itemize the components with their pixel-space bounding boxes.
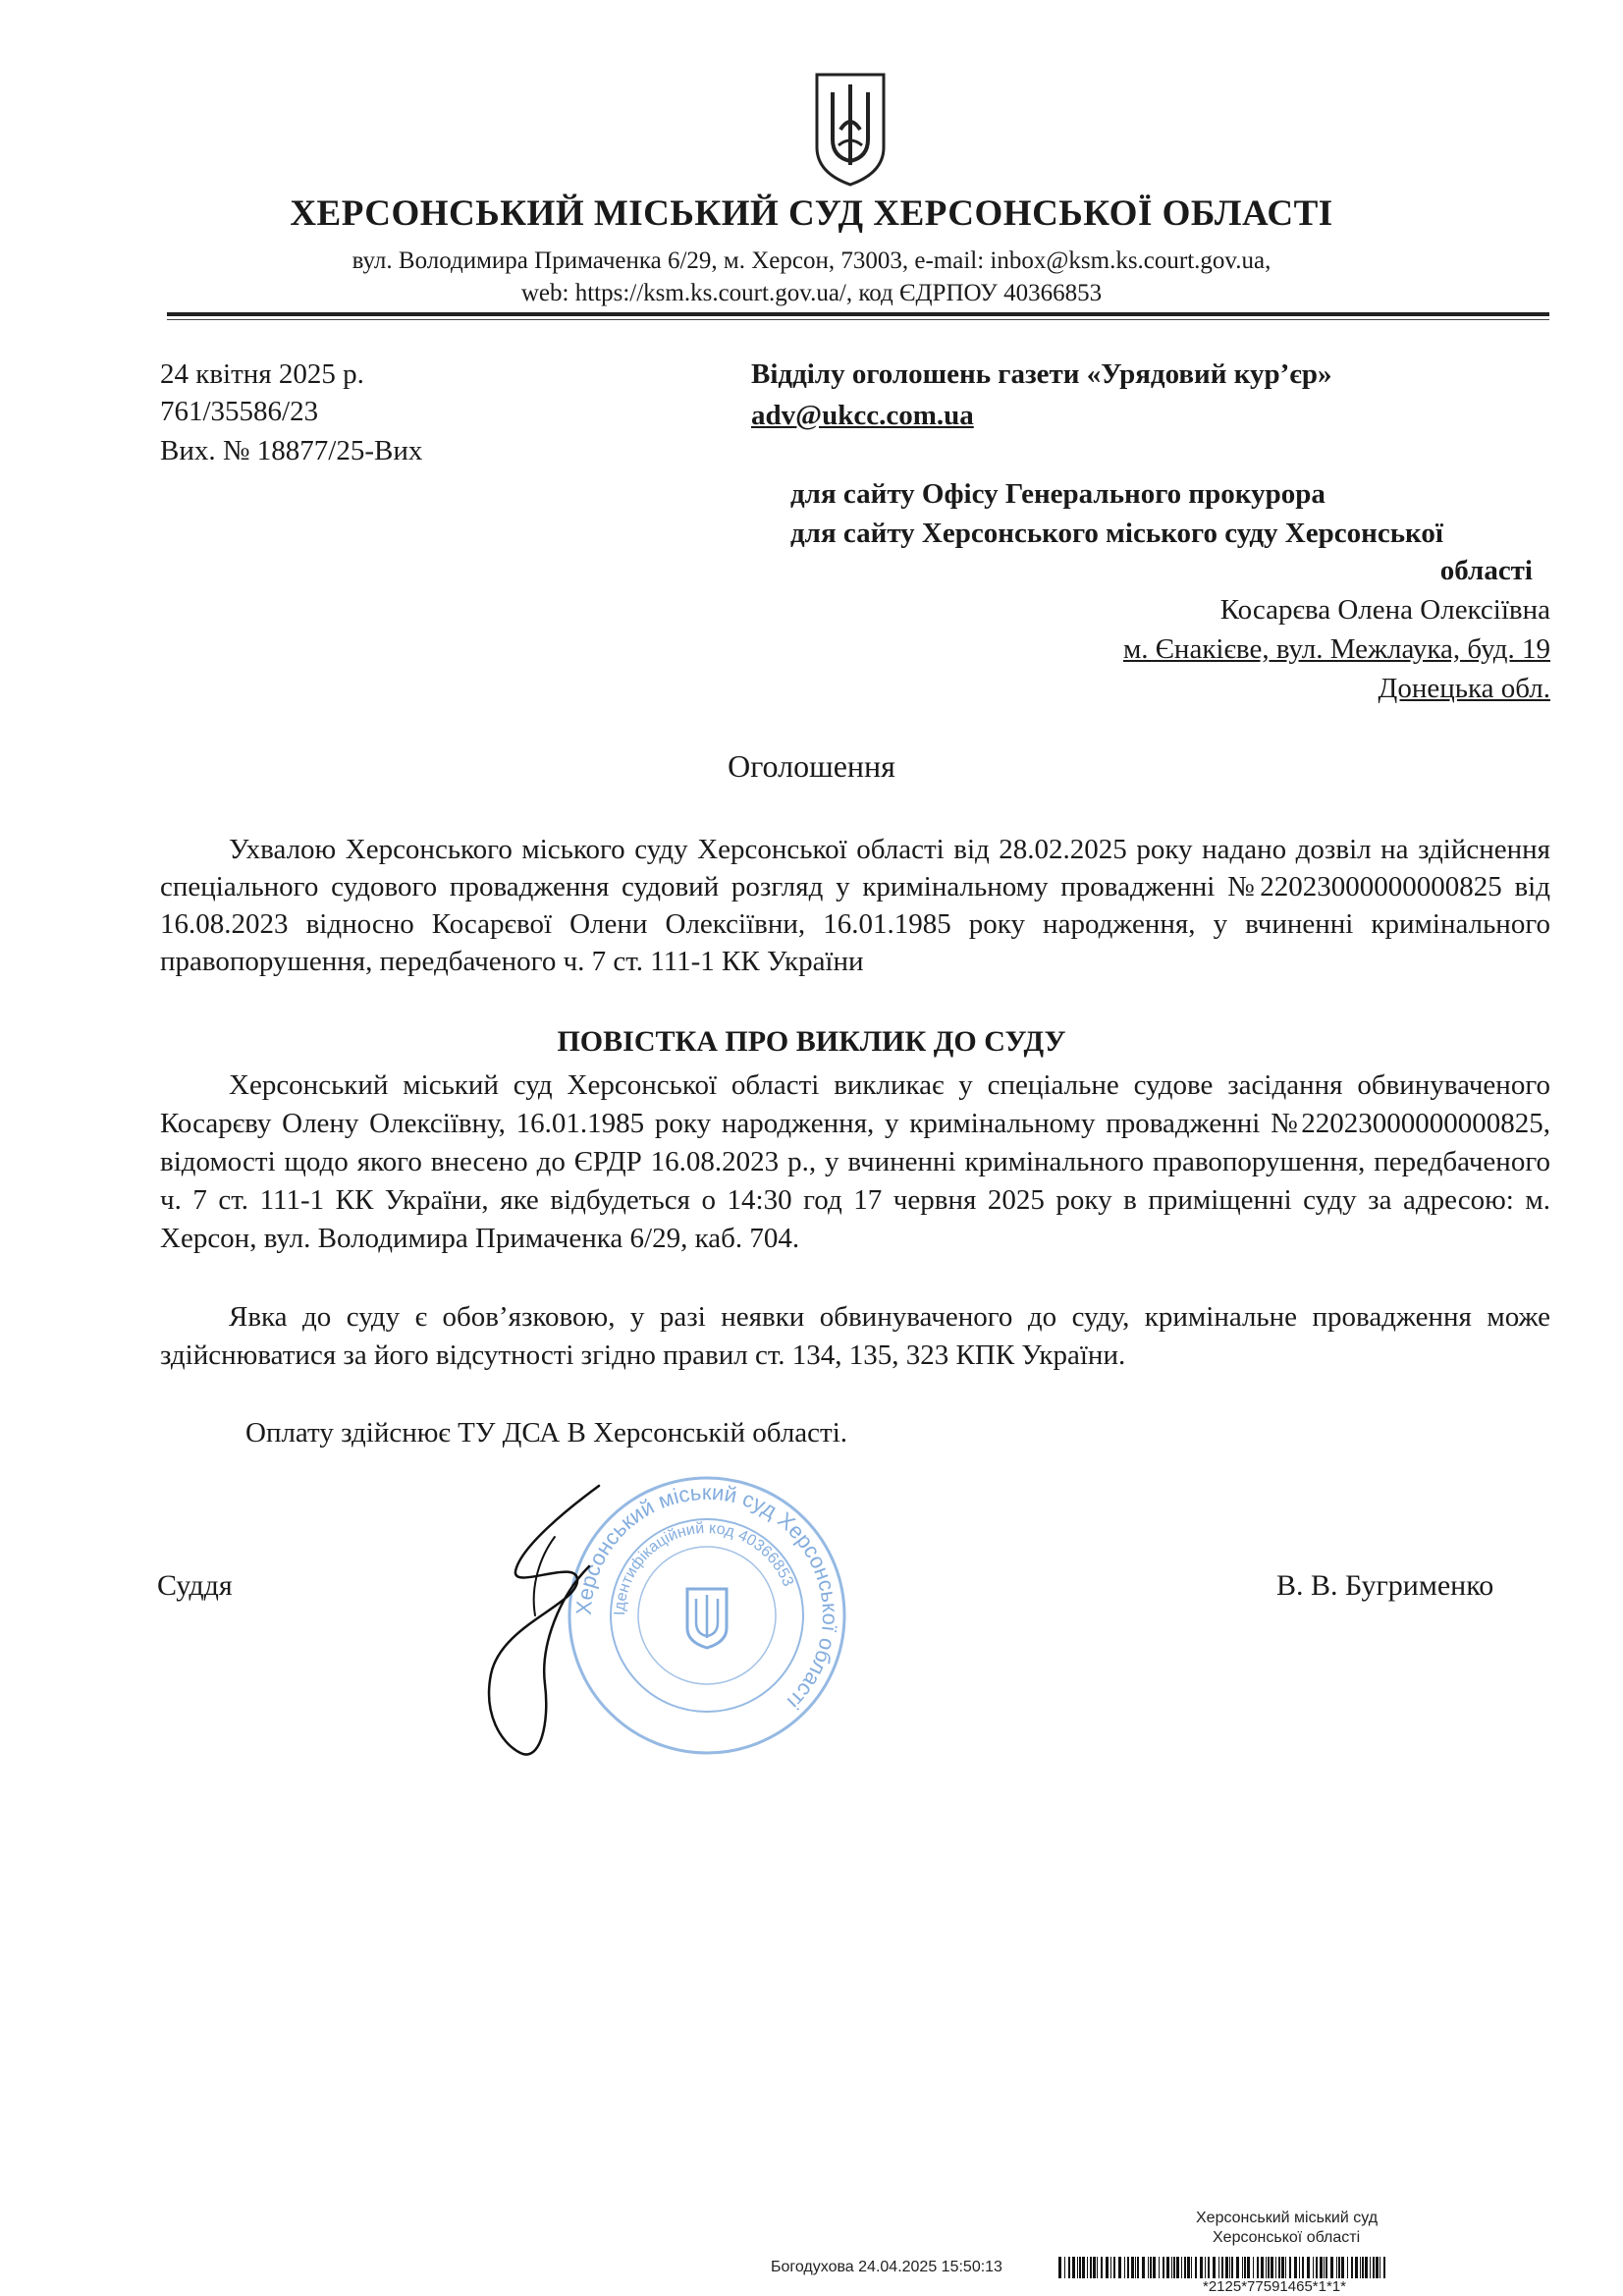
announcement-title: Оголошення bbox=[728, 748, 895, 784]
footer-org-line2: Херсонської області bbox=[1213, 2229, 1361, 2246]
summons-title: ПОВІСТКА ПРО ВИКЛИК ДО СУДУ bbox=[557, 1025, 1066, 1058]
recipient-email[interactable]: adv@ukcc.com.ua bbox=[751, 400, 974, 431]
announcement-text: Ухвалою Херсонського міського суду Херсонської області від 28.02.2025 року надано дозвіл на здійснення спеціального судового провадження судовий розгляд у кримінальному провадженні №22023000000000825 від 16.08.2023 відносно Косарєвої Олени Олексіївни, 16.01.1985 року народження, у вчиненні кримінального правопорушення, передбаченого ч. 7 ст. 111-1 КК України bbox=[160, 834, 1550, 977]
handwritten-signature bbox=[461, 1478, 638, 1773]
footer-registrar: Богодухова 24.04.2025 15:50:13 bbox=[771, 2259, 1002, 2275]
recipient-person-region: Донецька обл. bbox=[1378, 673, 1550, 704]
summons-paragraph-1: Херсонський міський суд Херсонської області викликає у спеціальне судове засідання обвинуваченого Косарєву Олену Олексіївну, 16.01.1985 року народження, у кримінальному провадженні №22023000000000825, відомості щодо якого внесено до ЄРДР 16.08.2023 р., у вчиненні кримінального правопорушення, передбаченого ч. 7 ст. 111-1 КК України, яке відбудеться о 14:30 год 17 червня 2025 року в приміщенні суду за адресою: м. Херсон, вул. Володимира Примаченка 6/29, каб. 704. bbox=[160, 1069, 1550, 1254]
document-date: 24 квітня 2025 р. bbox=[160, 358, 364, 390]
barcode-icon bbox=[1058, 2257, 1392, 2278]
signature-role: Суддя bbox=[157, 1569, 233, 1602]
coat-of-arms-icon bbox=[811, 71, 890, 189]
recipient-person-address: м. Єнакієве, вул. Межлаука, буд. 19 bbox=[1122, 633, 1550, 665]
recipient-court-site-cont: області bbox=[1439, 555, 1533, 586]
summons-paragraph-3: Оплату здійснює ТУ ДСА В Херсонській області. bbox=[245, 1417, 848, 1449]
footer-org-line1: Херсонський міський суд bbox=[1196, 2210, 1379, 2226]
recipient-person-name: Косарєва Олена Олексіївна bbox=[1219, 594, 1550, 626]
recipient-prosecutor-site: для сайту Офісу Генерального прокурора bbox=[790, 478, 1325, 510]
outgoing-number: Вих. № 18877/25-Вих bbox=[160, 435, 423, 466]
footer-barcode-code: *2125*77591465*1*1* bbox=[1203, 2278, 1346, 2295]
court-web: web: https://ksm.ks.court.gov.ua/, код ЄДРПОУ 40366853 bbox=[520, 280, 1103, 306]
summons-paragraph-2: Явка до суду є обов’язковою, у разі неявки обвинуваченого до суду, кримінальне провадження може здійснюватися за його відсутності згідно правил ст. 134, 135, 323 КПК України. bbox=[160, 1301, 1550, 1371]
recipient-newspaper: Відділу оголошень газети «Урядовий кур’єр» bbox=[751, 358, 1332, 390]
court-address: вул. Володимира Примаченка 6/29, м. Херсон, 73003, e-mail: inbox@ksm.ks.court.gov.ua, bbox=[352, 247, 1271, 274]
header-divider bbox=[167, 312, 1549, 316]
stamp-outer-text: Херсонський міський суд Херсонської області bbox=[570, 1479, 843, 1715]
recipient-court-site: для сайту Херсонського міського суду Херсонської bbox=[790, 518, 1443, 549]
header-divider-thin bbox=[167, 319, 1549, 320]
judge-name: В. В. Бугрименко bbox=[1276, 1569, 1494, 1602]
stamp-inner-text: Ідентифікаційний код 40366853 bbox=[611, 1519, 797, 1616]
court-name: ХЕРСОНСЬКИЙ МІСЬКИЙ СУД ХЕРСОНСЬКОЇ ОБЛАСТІ bbox=[290, 193, 1333, 234]
case-number: 761/35586/23 bbox=[160, 396, 319, 427]
